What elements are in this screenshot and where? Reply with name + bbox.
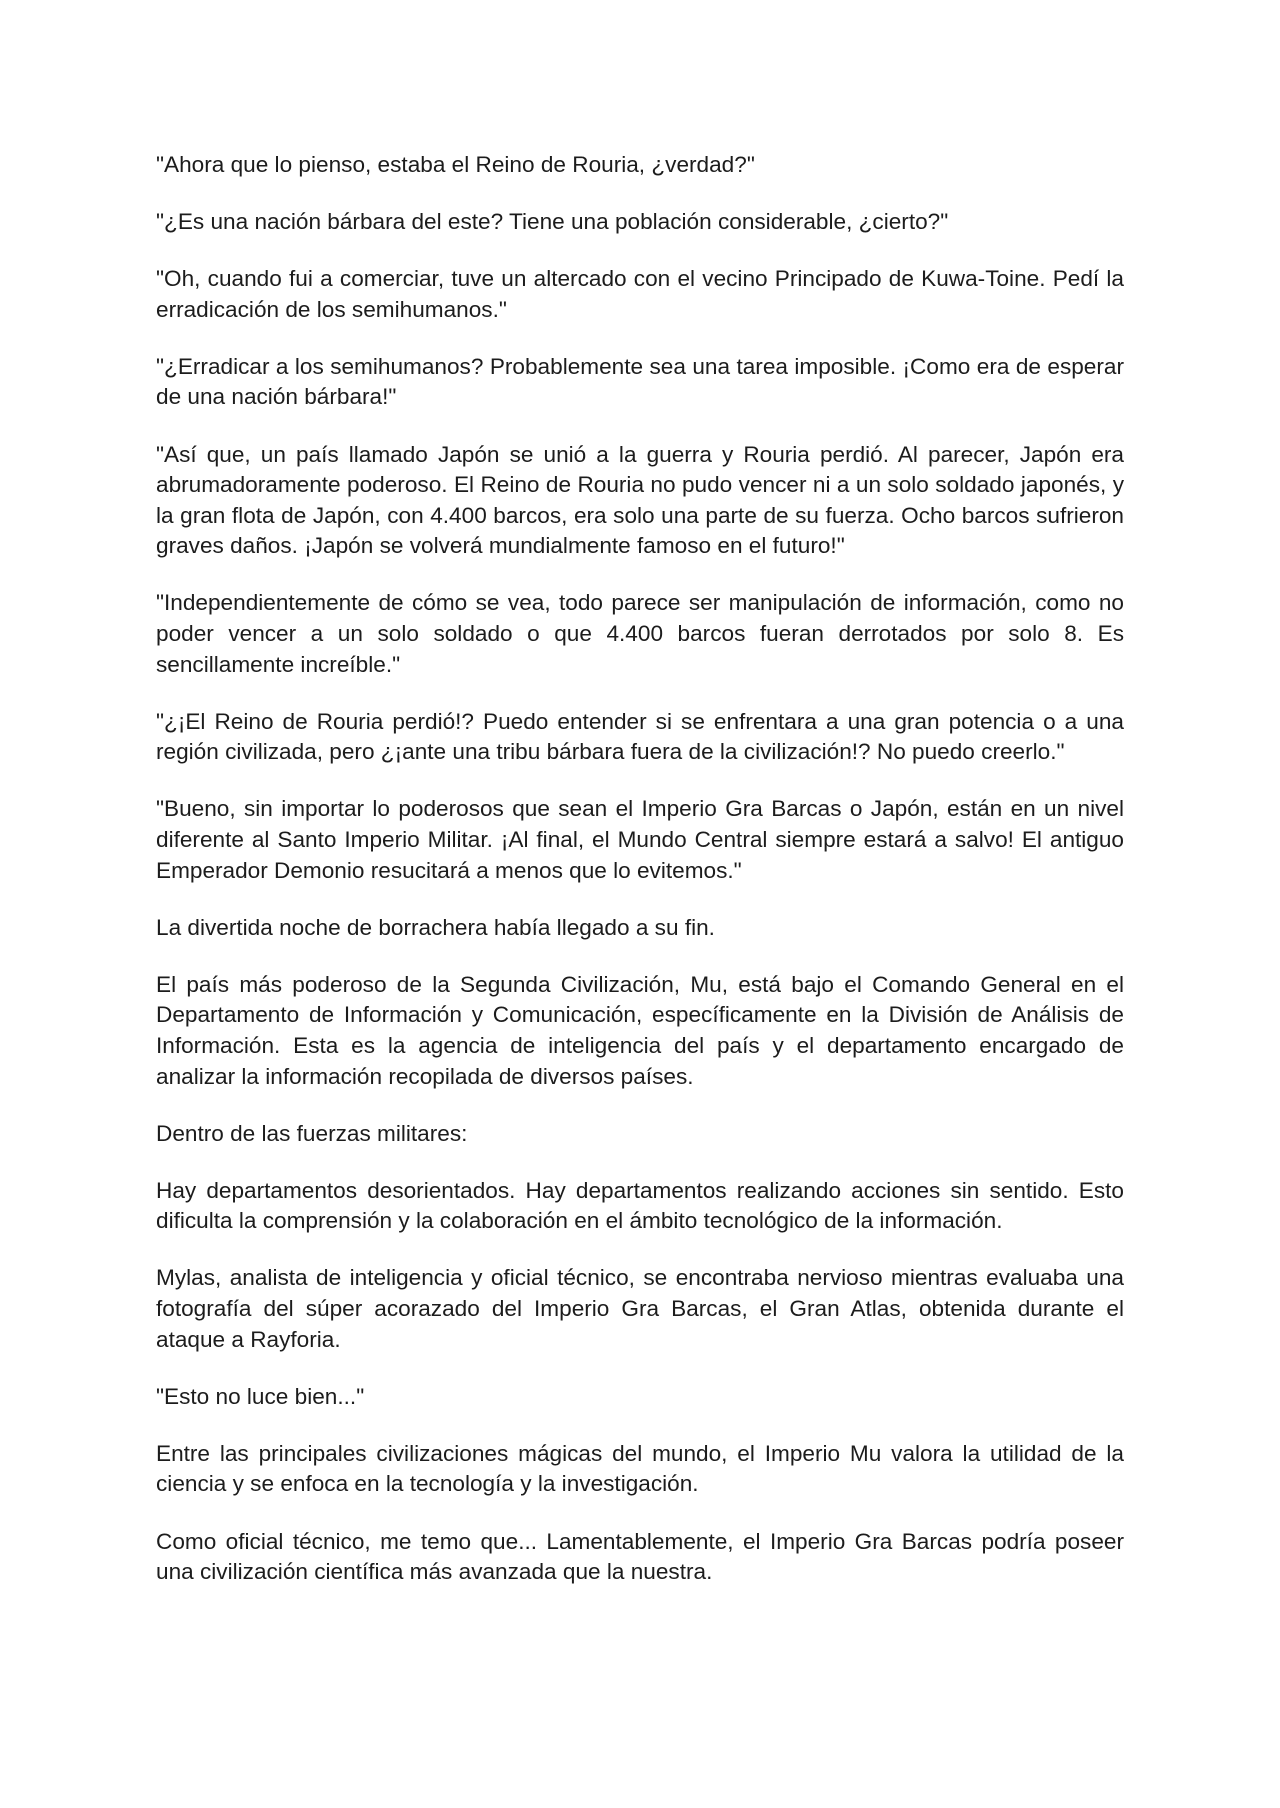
paragraph-6: "Independientemente de cómo se vea, todo parece ser manipulación de información, como no poder vencer a un solo soldado o que 4.400 barcos fueran derrotados por solo 8. Es sencillamente increíble." xyxy=(156,590,1124,677)
paragraph-7: "¿¡El Reino de Rouria perdió!? Puedo entender si se enfrentara a una gran potencia o a una región civilizada, pero ¿¡ante una tribu bárbara fuera de la civilización!? No puedo creerlo." xyxy=(156,708,1124,765)
paragraph-13: Mylas, analista de inteligencia y oficial técnico, se encontraba nervioso mientras evaluaba una fotografía del súper acorazado del Imperio Gra Barcas, el Gran Atlas, obtenida durante el ataque a Rayforia. xyxy=(156,1265,1124,1352)
paragraph-10: El país más poderoso de la Segunda Civilización, Mu, está bajo el Comando General en el Departamento de Información y Comunicación, específicamente en la División de Análisis de Información. Esta es la agencia de inteligencia del país y el departamento encargado de analizar la información recopilada de diversos países. xyxy=(156,971,1124,1089)
paragraph-12: Hay departamentos desorientados. Hay departamentos realizando acciones sin sentido. Esto dificulta la comprensión y la colaboración en el ámbito tecnológico de la información. xyxy=(156,1177,1124,1234)
paragraph-14: "Esto no luce bien..." xyxy=(156,1383,365,1409)
paragraph-9: La divertida noche de borrachera había llegado a su fin. xyxy=(156,914,715,940)
paragraph-1: "Ahora que lo pienso, estaba el Reino de Rouria, ¿verdad?" xyxy=(156,152,755,177)
paragraph-8: "Bueno, sin importar lo poderosos que sean el Imperio Gra Barcas o Japón, están en un nivel diferente al Santo Imperio Militar. ¡Al final, el Mundo Central siempre estará a salvo! El antiguo Emperador Demonio resucitará a menos que lo evitemos." xyxy=(156,796,1124,883)
paragraph-16: Como oficial técnico, me temo que... Lamentablemente, el Imperio Gra Barcas podría poseer una civilización científica más avanzada que la nuestra. xyxy=(156,1528,1124,1585)
document-body xyxy=(156,150,1124,1588)
paragraph-15: Entre las principales civilizaciones mágicas del mundo, el Imperio Mu valora la utilidad de la ciencia y se enfoca en la tecnología y la investigación. xyxy=(156,1440,1124,1497)
paragraph-3: "Oh, cuando fui a comerciar, tuve un altercado con el vecino Principado de Kuwa-Toine. Pedí la erradicación de los semihumanos." xyxy=(156,266,1124,322)
paragraph-2: "¿Es una nación bárbara del este? Tiene una población considerable, ¿cierto?" xyxy=(156,209,949,235)
paragraph-5: "Así que, un país llamado Japón se unió a la guerra y Rouria perdió. Al parecer, Japón era abrumadoramente poderoso. El Reino de Rouria no pudo vencer ni a un solo soldado japonés, y la gran flota de Japón, con 4.400 barcos, era solo una parte de su fuerza. Ocho barcos sufrieron graves daños. ¡Japón se volverá mundialmente famoso en el futuro!" xyxy=(156,441,1124,559)
paragraph-4: "¿Erradicar a los semihumanos? Probablemente sea una tarea imposible. ¡Como era de esperar de una nación bárbara!" xyxy=(156,353,1124,410)
paragraph-11: Dentro de las fuerzas militares: xyxy=(156,1120,468,1146)
